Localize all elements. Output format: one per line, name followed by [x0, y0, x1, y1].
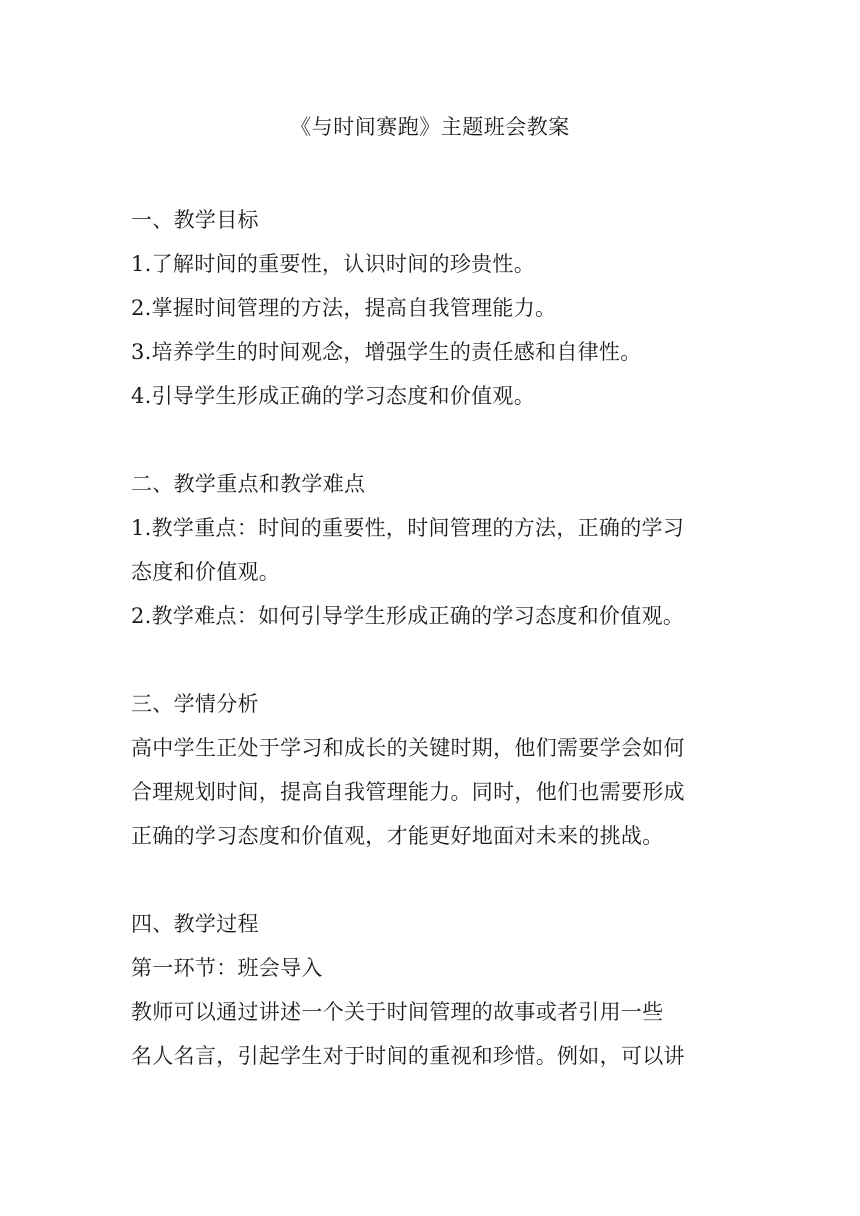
section-spacer [131, 418, 731, 462]
list-item-continuation: 态度和价值观。 [131, 560, 281, 584]
section-spacer [131, 638, 731, 682]
list-item: 2.教学难点：如何引导学生形成正确的学习态度和价值观。 [131, 604, 685, 628]
list-item: 4.引导学生形成正确的学习态度和价值观。 [131, 384, 536, 408]
paragraph-line: 高中学生正处于学习和成长的关键时期，他们需要学会如何 [131, 736, 685, 760]
paragraph-line: 合理规划时间，提高自我管理能力。同时，他们也需要形成 [131, 780, 685, 804]
section-heading-key-points: 二、教学重点和教学难点 [131, 472, 366, 496]
paragraph-line: 教师可以通过讲述一个关于时间管理的故事或者引用一些 [131, 1000, 664, 1024]
section-spacer [131, 858, 731, 902]
section-heading-learner-analysis: 三、学情分析 [131, 692, 259, 716]
list-item: 2.掌握时间管理的方法，提高自我管理能力。 [131, 296, 557, 320]
section-heading-teaching-goals: 一、教学目标 [131, 208, 259, 232]
list-item: 3.培养学生的时间观念，增强学生的责任感和自律性。 [131, 340, 642, 364]
subsection-heading: 第一环节：班会导入 [131, 956, 323, 980]
list-item: 1.了解时间的重要性，认识时间的珍贵性。 [131, 252, 536, 276]
section-heading-teaching-process: 四、教学过程 [131, 912, 259, 936]
document-title: 《与时间赛跑》主题班会教案 [290, 115, 570, 139]
document-body [131, 198, 731, 1078]
paragraph-line: 名人名言，引起学生对于时间的重视和珍惜。例如，可以讲 [131, 1044, 685, 1068]
paragraph-line: 正确的学习态度和价值观，才能更好地面对未来的挑战。 [131, 824, 664, 848]
list-item: 1.教学重点：时间的重要性，时间管理的方法，正确的学习 [131, 516, 685, 540]
